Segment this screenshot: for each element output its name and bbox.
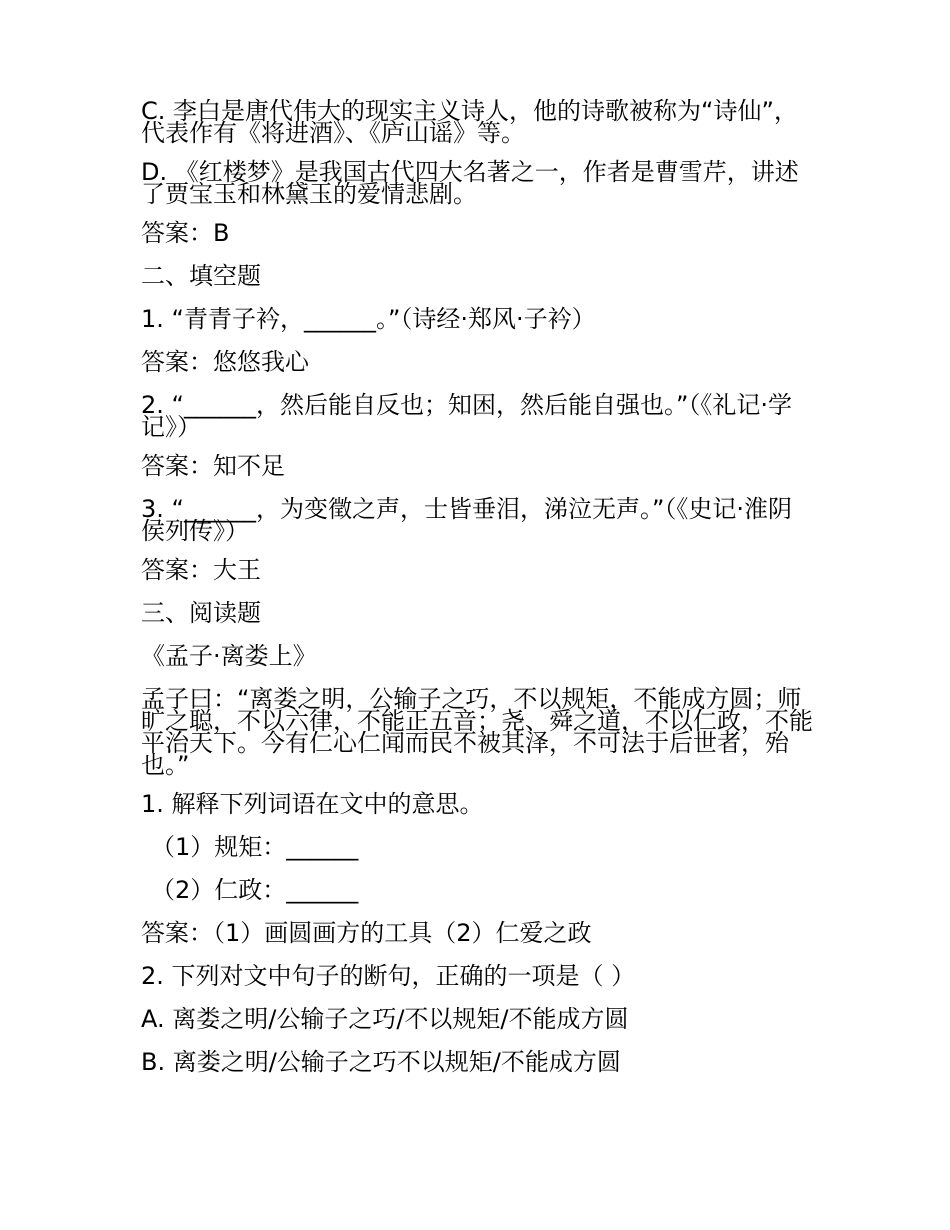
section-heading-fill-in: 二、填空题	[141, 262, 261, 290]
fill-in-question-1: 1. “青青子衿，______。”（诗经·郑风·子衿）	[141, 305, 596, 333]
fill-in-question-2: 2. “______，然后能自反也；知困，然后能自强也。”（《礼记·学记》）	[141, 391, 793, 441]
document-page	[141, 97, 813, 1094]
sub-question-1: （1）规矩：______	[151, 833, 359, 861]
answer-line: 答案：B	[141, 219, 230, 247]
answer-line: 答案：悠悠我心	[141, 348, 309, 376]
option-d: D. 《红楼梦》是我国古代四大名著之一，作者是曹雪芹，讲述了贾宝玉和林黛玉的爱情悲剧。	[141, 158, 799, 208]
sub-question-2: （2）仁政：______	[151, 876, 359, 904]
option-a: A. 离娄之明/公输子之巧/不以规矩/不能成方圆	[141, 1005, 629, 1033]
answer-line: 答案：（1）画圆画方的工具（2）仁爱之政	[141, 919, 592, 947]
option-c: C. 李白是唐代伟大的现实主义诗人，他的诗歌被称为“诗仙”，代表作有《将进酒》、《庐山谣》等。	[141, 97, 798, 147]
reading-question-1: 1. 解释下列词语在文中的意思。	[141, 790, 484, 818]
fill-in-question-3: 3. “______，为变徵之声，士皆垂泪，涕泣无声。”（《史记·淮阴侯列传》）	[141, 495, 793, 545]
option-b: B. 离娄之明/公输子之巧不以规矩/不能成方圆	[141, 1048, 621, 1076]
passage-text: 孟子曰：“离娄之明，公输子之巧，不以规矩，不能成方圆；师旷之聪，不以六律，不能正五音；尧、舜之道，不以仁政，不能平治天下。今有仁心仁闻而民不被其泽，不可法于后世者，殆也。”	[141, 685, 813, 779]
section-heading-reading: 三、阅读题	[141, 599, 261, 627]
answer-line: 答案：大王	[141, 556, 261, 584]
answer-line: 答案：知不足	[141, 452, 285, 480]
passage-title: 《孟子·离娄上》	[141, 642, 317, 670]
reading-question-2: 2. 下列对文中句子的断句，正确的一项是（ ）	[141, 962, 636, 990]
